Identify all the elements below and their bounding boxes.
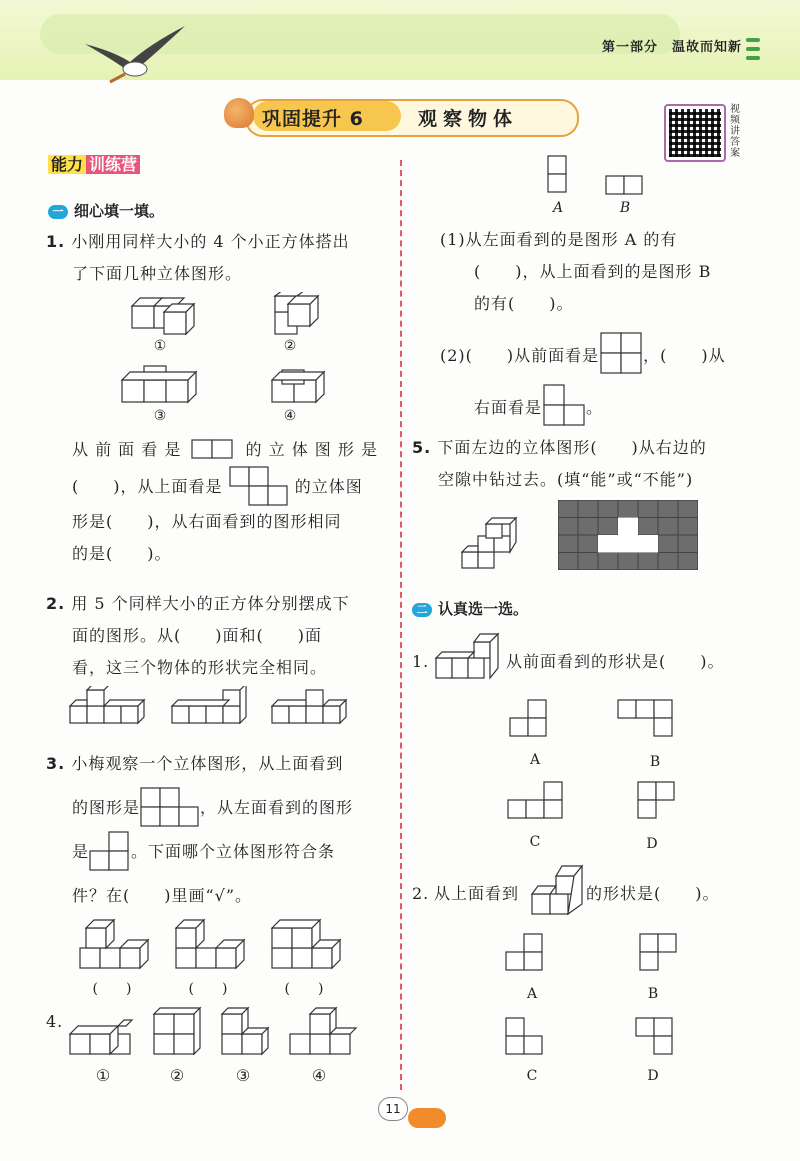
q3-number: 3.: [46, 754, 66, 773]
q5-line1: 下面左边的立体图形( )从右边的: [437, 438, 707, 457]
q3-line2a: 的图形是: [72, 798, 141, 817]
q3-answer-bracket-1[interactable]: ( ): [92, 981, 132, 997]
c1-shape-d: [638, 782, 674, 818]
q1-number: 1.: [46, 232, 66, 251]
q3-line3a: 是: [72, 842, 90, 861]
q3-line2b: ，从左面看到的图形: [200, 798, 354, 817]
q3-line4: 件？在( )里画“√”。: [72, 886, 253, 905]
c1-option-a: A: [529, 752, 541, 768]
c1-shape-c: [508, 782, 562, 818]
q3-figure-3: [272, 920, 340, 968]
section-2-icon: 二: [412, 603, 432, 617]
q1-figure-4: [272, 370, 324, 402]
q4-p2d: 。: [586, 398, 604, 417]
ability-label: [48, 152, 140, 175]
q5-solid-figure: [458, 514, 528, 574]
submarine-icon: [408, 1108, 446, 1128]
c2-option-b: B: [647, 986, 659, 1002]
q4-p2b: ，( )从: [643, 346, 726, 365]
q4-right-view-shape: [542, 383, 586, 427]
q1-answer-text: [72, 434, 392, 570]
q3-figures: [72, 914, 362, 974]
shell-icon: [224, 98, 254, 128]
q4-figures: [66, 1006, 366, 1066]
q4-p1a: (1)从左面看到的是图形 A 的有: [440, 230, 678, 249]
q4-p1b: ( )，从上面看到的是图形 B: [474, 262, 712, 281]
q5-gap-grid: [558, 500, 698, 570]
q4-part2: [440, 330, 780, 434]
q2-figures: [66, 686, 366, 736]
c1-solid-figure: [434, 628, 504, 684]
q2-figure-1: [70, 686, 144, 723]
q1-label-1: ①: [153, 338, 167, 354]
q4-label-4: ④: [311, 1066, 327, 1085]
c2-text-b: 的形状是( )。: [586, 884, 720, 903]
c2-text-a: 从上面看到: [434, 884, 520, 903]
q1-text: [46, 226, 391, 290]
q2-text: [46, 588, 391, 684]
q4-p2c: 右面看是: [474, 398, 543, 417]
q3-answer-bracket-2[interactable]: ( ): [188, 981, 228, 997]
q1-text-a: 从 前 面 看 是: [72, 440, 182, 459]
c2-shape-d: [636, 1018, 672, 1054]
q4-option-a: A: [552, 200, 564, 216]
q1-text-f: 的是( )。: [72, 544, 172, 563]
q3-line3b: 。下面哪个立体图形符合条: [131, 842, 336, 861]
q4-part1: [440, 224, 780, 320]
seagull-icon: [80, 24, 190, 84]
q1-line1: 小刚用同样大小的 4 个小正方体搭出: [71, 232, 350, 251]
section-1-label: 细心填一填。: [74, 202, 165, 220]
q1-text-b: 的 立 体 图 形 是: [245, 440, 378, 459]
c2-number: 2.: [412, 884, 430, 903]
q4-option-shapes: [540, 154, 650, 196]
lesson-title: 巩固提升 6: [262, 108, 364, 130]
q1-text-d: 的立体图: [294, 477, 363, 496]
corner-decoration: [746, 38, 760, 65]
c2-shape-c: [506, 1018, 542, 1054]
header-section: 温故而知新: [671, 40, 742, 55]
c2-solid-figure: [524, 860, 588, 918]
q4-front-view-shape: [599, 331, 643, 375]
c2-option-c: C: [526, 1068, 538, 1084]
q4-p1c: 的有( )。: [474, 294, 574, 313]
c2-shape-b: [640, 934, 676, 970]
q1-line2: 了下面几种立体图形。: [72, 264, 243, 283]
q4-p2a: (2)( )从前面看是: [440, 346, 600, 365]
c2-option-a: A: [526, 986, 538, 1002]
q1-figure-3: [122, 366, 196, 402]
q4-figure-2: [154, 1008, 200, 1054]
q5-line2: 空隙中钻过去。(填“能”或“不能”): [438, 470, 694, 489]
q5-text: [412, 432, 772, 496]
q1-shape-two-squares: [191, 439, 235, 459]
q1-label-3: ③: [153, 408, 167, 424]
q1-text-c: ( )，从上面看是: [72, 477, 223, 496]
q3-text: [46, 742, 391, 918]
q4-figure-1: [70, 1020, 132, 1054]
q4-figure-4: [290, 1008, 356, 1054]
q4-label-2: ②: [169, 1066, 185, 1085]
qr-label: 视频讲答案: [730, 104, 740, 159]
q5-number: 5.: [412, 438, 432, 457]
c1-shape-a: [510, 700, 546, 736]
q2-line1: 用 5 个同样大小的正方体分别摆成下: [71, 594, 350, 613]
q1-text-e: 形是( )，从右面看到的图形相同: [72, 512, 342, 531]
q1-label-2: ②: [283, 338, 297, 354]
q1-figure-2: [275, 292, 318, 334]
q1-label-4: ④: [283, 408, 297, 424]
ability-label-a: 能力: [48, 155, 86, 174]
section-2-heading: [412, 598, 528, 619]
q4-label-1: ①: [95, 1066, 111, 1085]
q3-answer-bracket-3[interactable]: ( ): [284, 981, 324, 997]
c1-number: 1.: [412, 652, 430, 671]
section-1-heading: [48, 200, 164, 221]
q3-figure-2: [176, 920, 244, 968]
q4-label-3: ③: [235, 1066, 251, 1085]
c1-option-c: C: [529, 834, 541, 850]
c1-option-d: D: [646, 836, 658, 852]
q3-top-view-shape: [140, 787, 200, 827]
qr-code-icon[interactable]: [664, 104, 726, 162]
page-number: 11: [378, 1097, 408, 1121]
section-2-label: 认真选一选。: [438, 600, 529, 618]
c1-option-shapes: [500, 696, 700, 846]
q2-number: 2.: [46, 594, 66, 613]
q3-figure-1: [80, 920, 148, 968]
column-divider: [400, 160, 402, 1090]
c1-text: 从前面看到的形状是( )。: [506, 652, 725, 671]
q1-figure-1: [132, 298, 194, 334]
section-1-icon: 一: [48, 205, 68, 219]
c2-shape-a: [506, 934, 542, 970]
q2-line2: 面的图形。从( )面和( )面: [72, 626, 322, 645]
ability-label-b: 训练营: [86, 155, 140, 174]
q1-shape-top: [229, 466, 289, 506]
q3-left-view-shape: [89, 831, 131, 871]
header-section-title: [588, 36, 742, 55]
c2-option-d: D: [647, 1068, 659, 1084]
lesson-subtitle: 观察物体: [418, 108, 519, 130]
c1-shape-b: [618, 700, 672, 736]
q4-option-b-shape: [606, 176, 642, 194]
c1-option-b: B: [649, 754, 661, 770]
q4-number: 4.: [46, 1012, 64, 1031]
q4-option-b: B: [619, 200, 631, 216]
q4-option-a-shape: [548, 156, 566, 192]
q4-figure-3: [222, 1008, 268, 1054]
q2-figure-2: [172, 686, 246, 723]
header-part: 第一部分: [601, 40, 658, 55]
q3-line1: 小梅观察一个立体图形，从上面看到: [71, 754, 344, 773]
q2-line3: 看，这三个物体的形状完全相同。: [72, 658, 328, 677]
q2-figure-3: [272, 690, 346, 723]
